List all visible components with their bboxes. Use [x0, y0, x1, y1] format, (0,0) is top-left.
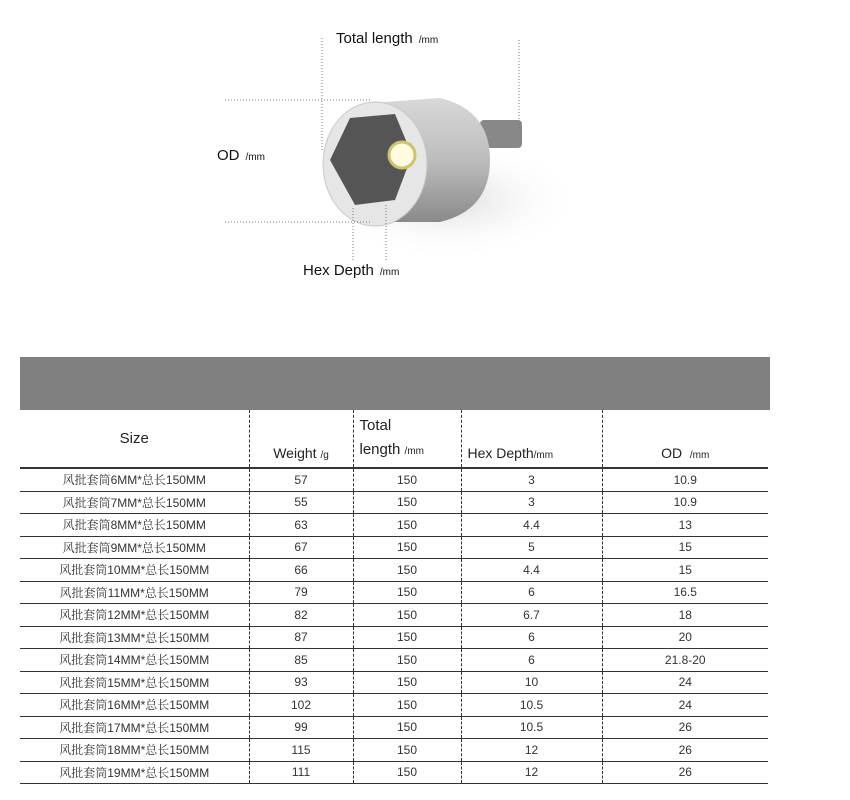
cell-total-length: 150: [353, 491, 461, 514]
hex-depth-label: [303, 262, 399, 279]
cell-total-length: 150: [353, 761, 461, 784]
magnet: [389, 142, 415, 168]
cell-od: 16.5: [602, 581, 768, 604]
header-text: length: [359, 440, 401, 458]
cell-size: 风批套筒15MM*总长150MM: [20, 671, 249, 694]
cell-size: 风批套筒18MM*总长150MM: [20, 739, 249, 762]
cell-hex-depth: 6.7: [461, 604, 602, 627]
cell-weight: 57: [249, 468, 353, 491]
total-length-label: [336, 30, 438, 47]
header-weight: [249, 410, 353, 468]
cell-od: 15: [602, 536, 768, 559]
cell-hex-depth: 6: [461, 626, 602, 649]
spec-table: [20, 410, 768, 784]
header-text: Hex Depth: [467, 445, 534, 461]
cell-size: 风批套筒7MM*总长150MM: [20, 491, 249, 514]
cell-od: 21.8-20: [602, 649, 768, 672]
cell-hex-depth: 4.4: [461, 514, 602, 537]
cell-od: 26: [602, 761, 768, 784]
cell-total-length: 150: [353, 739, 461, 762]
table-row: [20, 739, 768, 762]
unit: /mm: [689, 450, 710, 461]
label-text: OD: [217, 147, 240, 164]
cell-weight: 66: [249, 559, 353, 582]
cell-total-length: 150: [353, 671, 461, 694]
cell-hex-depth: 3: [461, 468, 602, 491]
unit: /g: [320, 450, 329, 461]
table-row: [20, 536, 768, 559]
cell-od: 13: [602, 514, 768, 537]
cell-hex-depth: 10.5: [461, 716, 602, 739]
cell-od: 24: [602, 694, 768, 717]
cell-weight: 85: [249, 649, 353, 672]
table-row: [20, 514, 768, 537]
table-row: [20, 761, 768, 784]
unit: /mm: [418, 35, 439, 46]
cell-total-length: 150: [353, 649, 461, 672]
cell-od: 24: [602, 671, 768, 694]
cell-weight: 67: [249, 536, 353, 559]
cell-weight: 79: [249, 581, 353, 604]
cell-weight: 87: [249, 626, 353, 649]
cell-hex-depth: 10: [461, 671, 602, 694]
cell-weight: 63: [249, 514, 353, 537]
cell-od: 15: [602, 559, 768, 582]
cell-total-length: 150: [353, 559, 461, 582]
header-text: Size: [119, 430, 149, 447]
cell-od: 26: [602, 716, 768, 739]
header-text: Weight: [273, 445, 317, 461]
cell-hex-depth: 12: [461, 739, 602, 762]
cell-od: 26: [602, 739, 768, 762]
cell-total-length: 150: [353, 536, 461, 559]
header-text: Total: [359, 416, 392, 434]
table-row: [20, 716, 768, 739]
cell-weight: 55: [249, 491, 353, 514]
cell-od: 18: [602, 604, 768, 627]
cell-total-length: 150: [353, 626, 461, 649]
cell-od: 10.9: [602, 468, 768, 491]
unit: /mm: [533, 450, 554, 461]
table-row: [20, 626, 768, 649]
cell-hex-depth: 10.5: [461, 694, 602, 717]
cell-size: 风批套筒8MM*总长150MM: [20, 514, 249, 537]
cell-size: 风批套筒6MM*总长150MM: [20, 468, 249, 491]
table-row: [20, 649, 768, 672]
unit: /mm: [245, 152, 265, 163]
label-text: Hex Depth: [303, 262, 374, 279]
cell-size: 风批套筒19MM*总长150MM: [20, 761, 249, 784]
cell-size: 风批套筒11MM*总长150MM: [20, 581, 249, 604]
cell-od: 20: [602, 626, 768, 649]
cell-od: 10.9: [602, 491, 768, 514]
cell-hex-depth: 6: [461, 581, 602, 604]
cell-total-length: 150: [353, 581, 461, 604]
cell-weight: 93: [249, 671, 353, 694]
header-size: [20, 410, 249, 468]
cell-size: 风批套筒9MM*总长150MM: [20, 536, 249, 559]
cell-total-length: 150: [353, 514, 461, 537]
cell-size: 风批套筒13MM*总长150MM: [20, 626, 249, 649]
cell-weight: 111: [249, 761, 353, 784]
cell-hex-depth: 4.4: [461, 559, 602, 582]
cell-size: 风批套筒17MM*总长150MM: [20, 716, 249, 739]
cell-hex-depth: 3: [461, 491, 602, 514]
unit: /mm: [404, 445, 424, 457]
cell-total-length: 150: [353, 716, 461, 739]
cell-total-length: 150: [353, 468, 461, 491]
cell-weight: 99: [249, 716, 353, 739]
cell-total-length: 150: [353, 694, 461, 717]
cell-weight: 82: [249, 604, 353, 627]
cell-weight: 115: [249, 739, 353, 762]
cell-size: 风批套筒12MM*总长150MM: [20, 604, 249, 627]
table-header-band: [20, 357, 770, 410]
table-row: [20, 468, 768, 491]
table-row: [20, 694, 768, 717]
header-text: OD: [661, 445, 683, 461]
table-row: [20, 559, 768, 582]
cell-hex-depth: 12: [461, 761, 602, 784]
od-label: [217, 147, 265, 164]
cell-hex-depth: 6: [461, 649, 602, 672]
cell-hex-depth: 5: [461, 536, 602, 559]
label-text: Total length: [336, 30, 413, 47]
table-row: [20, 671, 768, 694]
table-row: [20, 491, 768, 514]
unit: /mm: [379, 267, 400, 278]
table-row: [20, 581, 768, 604]
cell-total-length: 150: [353, 604, 461, 627]
table-row: [20, 604, 768, 627]
header-total-length: [353, 410, 461, 468]
header-row: [20, 410, 768, 468]
cell-size: 风批套筒10MM*总长150MM: [20, 559, 249, 582]
cell-weight: 102: [249, 694, 353, 717]
cell-size: 风批套筒14MM*总长150MM: [20, 649, 249, 672]
header-hex-depth: [461, 410, 602, 468]
cell-size: 风批套筒16MM*总长150MM: [20, 694, 249, 717]
header-od: [602, 410, 768, 468]
